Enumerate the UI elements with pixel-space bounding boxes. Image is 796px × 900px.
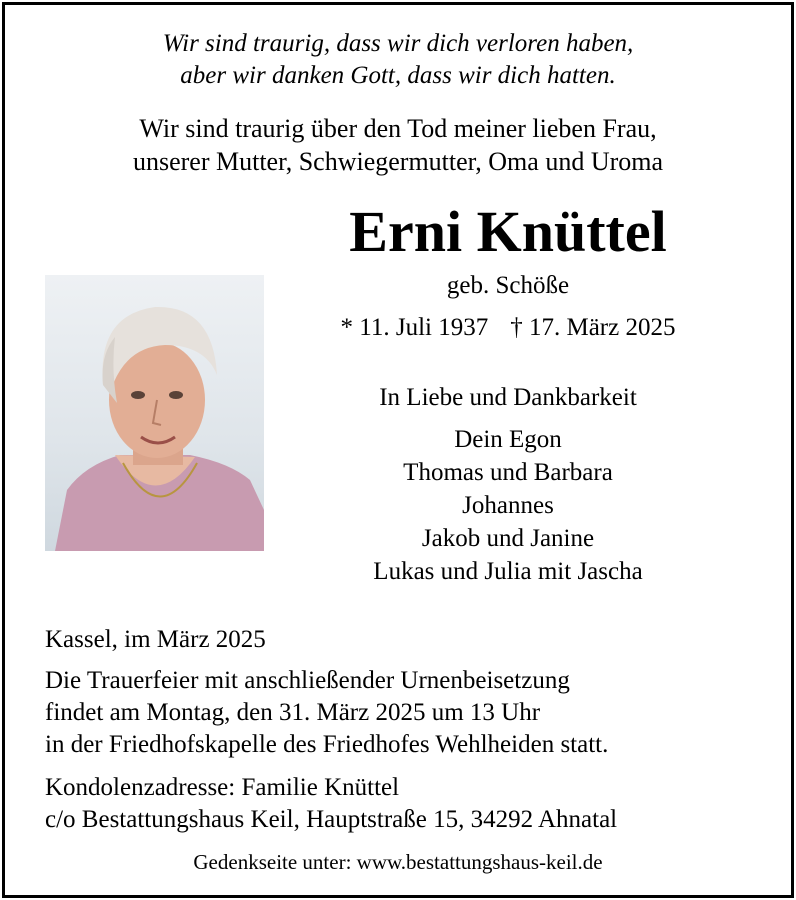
ceremony-info [45,665,608,761]
mourner-name: Johannes [462,492,554,519]
mourner-name: Lukas und Julia mit Jascha [373,558,643,585]
ceremony-line-2: findet am Montag, den 31. März 2025 um 13 Uhr [45,699,541,726]
birth-date: * 11. Juli 1937 [340,314,489,341]
mourners-list [310,423,706,588]
life-dates [310,312,706,344]
memorial-page-link: Gedenkseite unter: www.bestattungshaus-keil.de [193,850,603,874]
intro-text [0,112,796,178]
poem-line-2: aber wir danken Gott, dass wir dich hatten. [180,62,616,89]
condolence-line-1: Kondolenzadresse: Familie Knüttel [45,774,400,801]
condolence-line-2: c/o Bestattungshaus Keil, Hauptstraße 15, 34292 Ahnatal [45,806,618,833]
intro-line-1: Wir sind traurig über den Tod meiner lieben Frau, [139,114,657,143]
portrait-illustration [45,275,264,551]
mourner-name: Thomas und Barbara [403,459,613,486]
place-date: Kassel, im März 2025 [45,626,266,653]
mourner-name: Dein Egon [454,426,562,453]
condolence-address [45,772,617,836]
mourner-name: Jakob und Janine [421,525,595,552]
mourners-intro: In Liebe und Dankbarkeit [379,384,637,411]
deceased-name: Erni Knüttel [349,199,667,264]
ceremony-line-3: in der Friedhofskapelle des Friedhofes Wehlheiden statt. [45,731,609,758]
poem-line-1: Wir sind traurig, dass wir dich verloren haben, [162,30,634,57]
ceremony-line-1: Die Trauerfeier mit anschließender Urnenbeisetzung [45,667,570,694]
death-date: † 17. März 2025 [510,314,676,341]
maiden-name: geb. Schöße [446,272,570,299]
portrait-photo [45,275,264,551]
poem-verse [0,28,796,92]
intro-line-2: unserer Mutter, Schwiegermutter, Oma und Uroma [132,147,664,176]
